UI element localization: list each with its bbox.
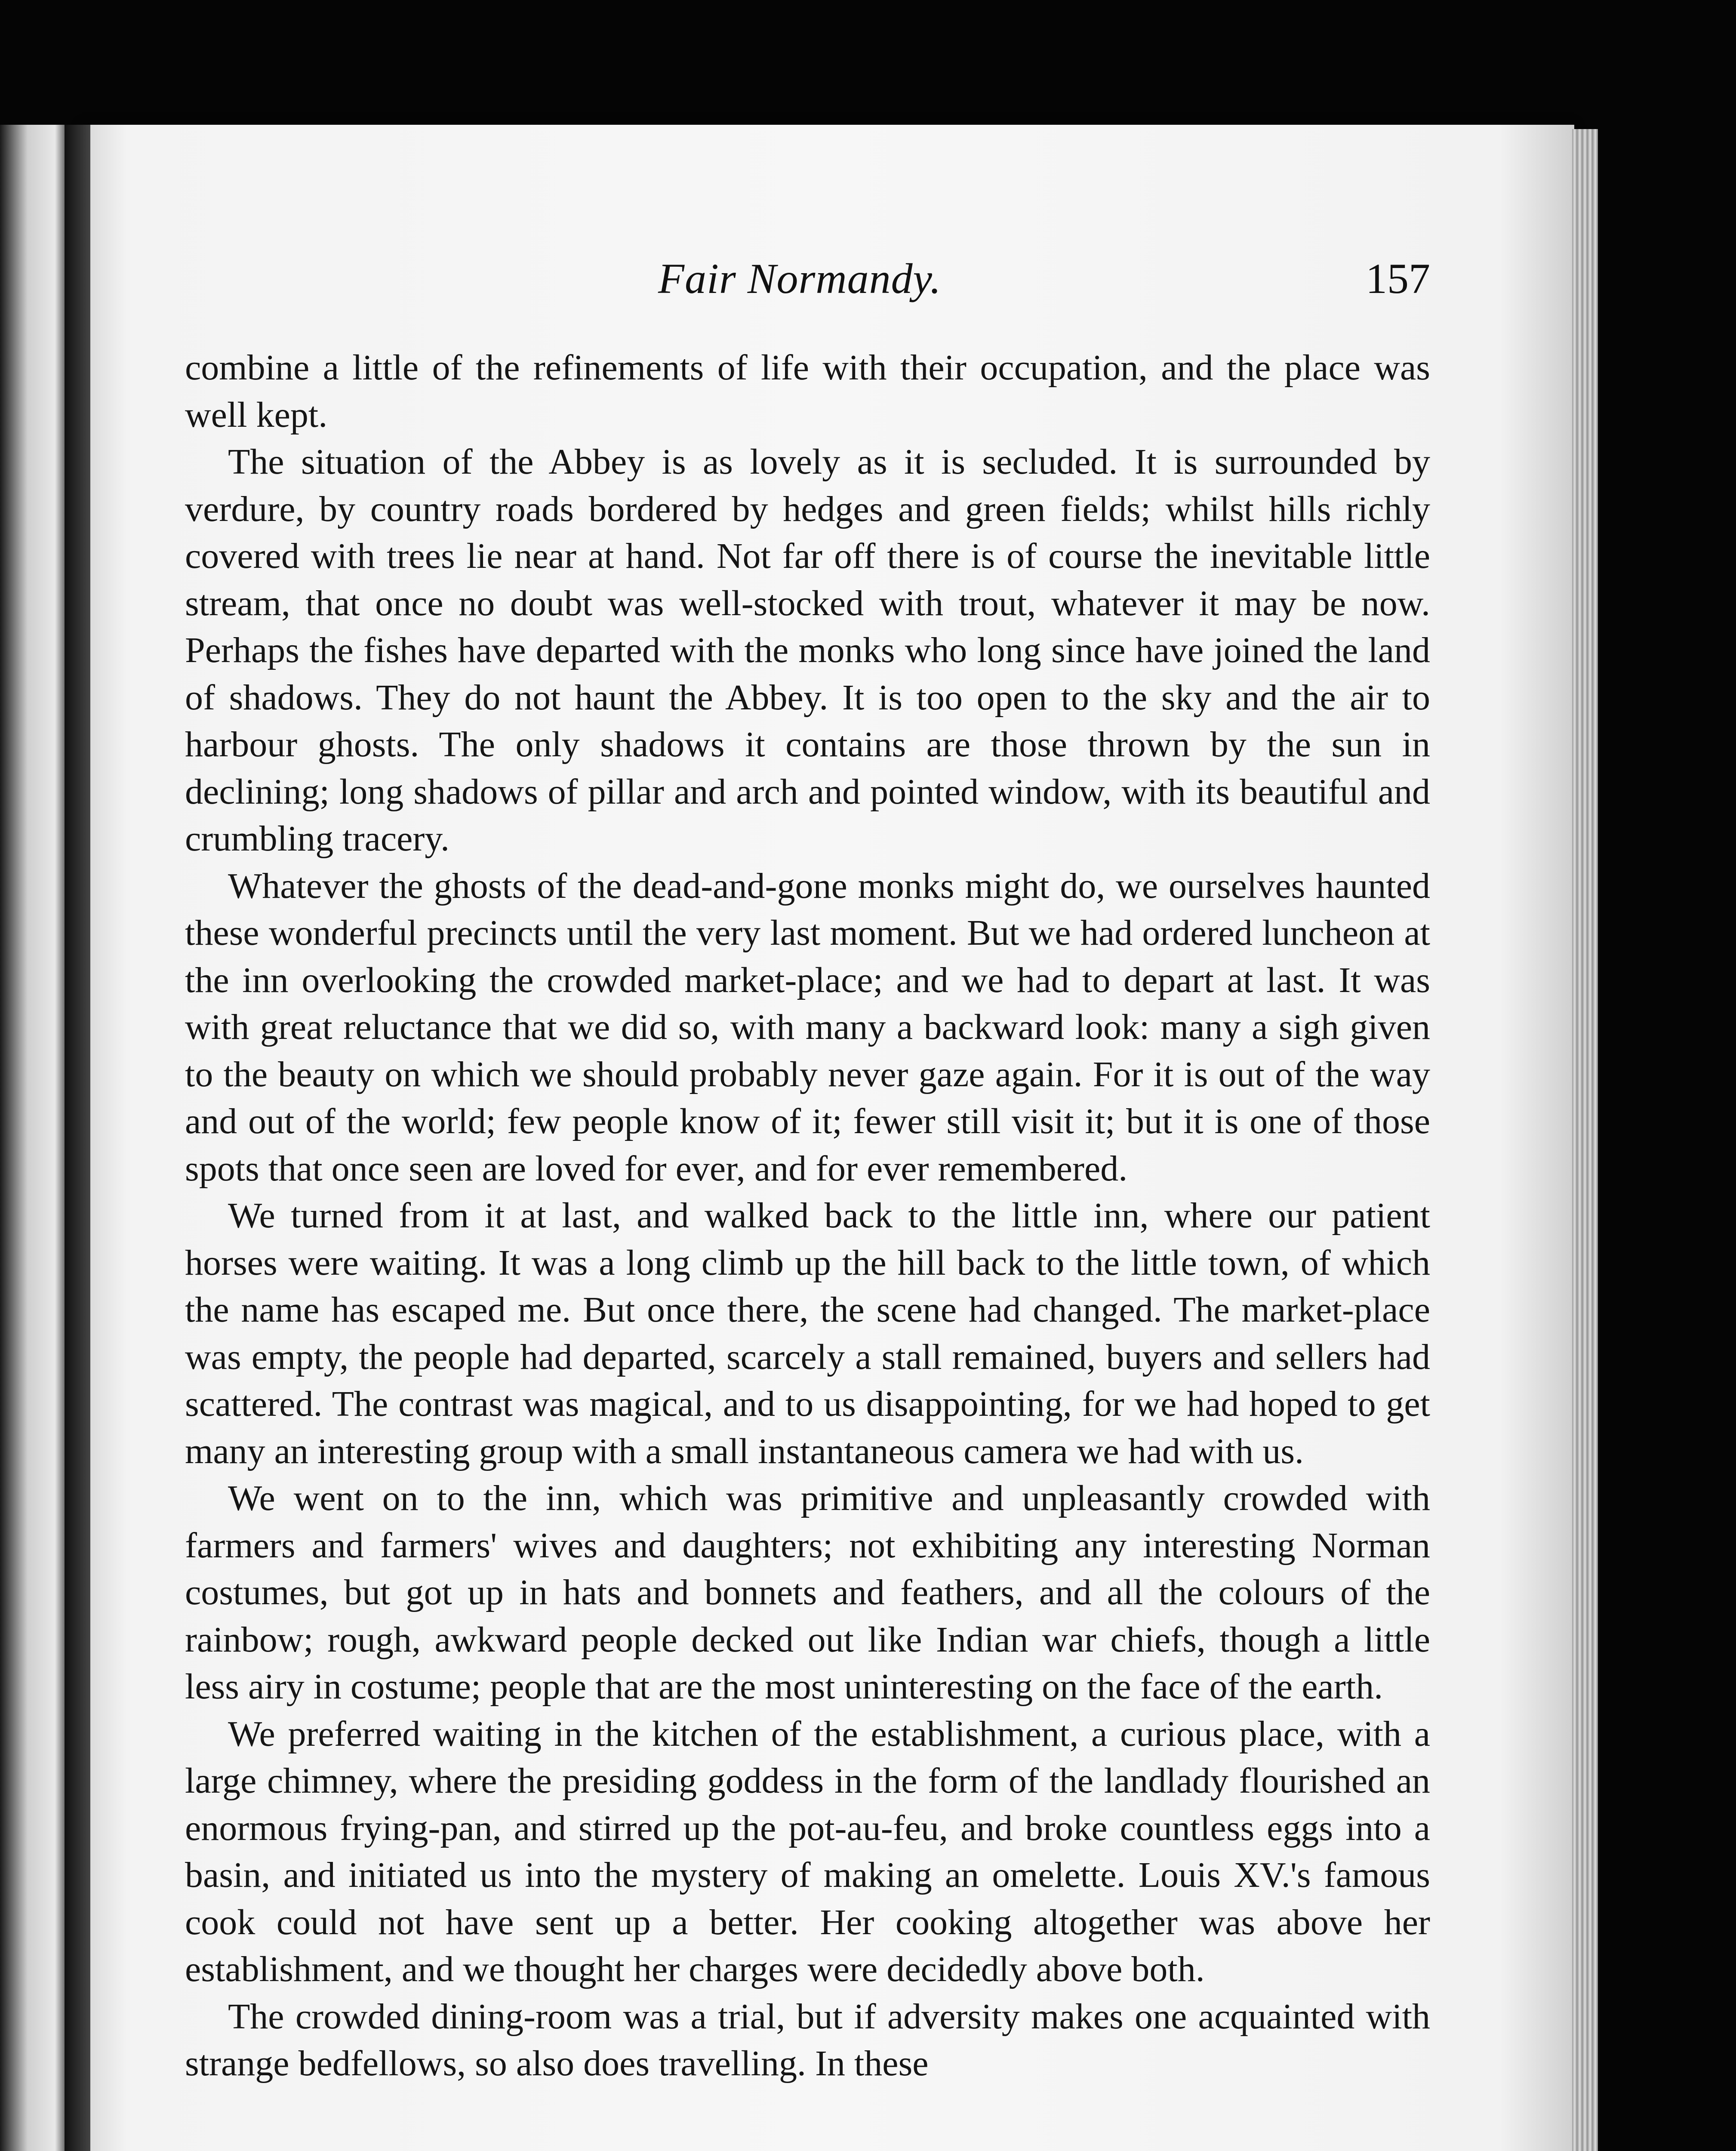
page-number: 157 bbox=[1366, 255, 1430, 302]
paragraph: combine a little of the refinements of life with their occupation, and the place was well kept. bbox=[185, 348, 1430, 435]
body-text bbox=[185, 344, 1430, 2087]
spine-shadow bbox=[65, 125, 90, 2151]
paragraph: The crowded dining-room was a trial, but if adversity makes one acquainted with strange bedfellows, so also does travelling. In these bbox=[185, 1996, 1430, 2083]
right-page-edge bbox=[1572, 129, 1598, 2151]
paragraph: Whatever the ghosts of the dead-and-gone monks might do, we ourselves haunted these wonderful precincts until the very last moment. But we had ordered luncheon at the inn overlooking the crowded market-place; and we had to depart at last. It was with great reluctance that we did so, with many a backward look: many a sigh given to the beauty on which we should probably never gaze again. For it is out of the way and out of the world; few people know of it; fewer still visit it; but it is one of those spots that once seen are loved for ever, and for ever remembered. bbox=[185, 866, 1430, 1189]
paragraph: The situation of the Abbey is as lovely as it is secluded. It is surrounded by verdure, by country roads bordered by hedges and green fields; whilst hills richly covered with trees lie near at hand. Not far off there is of course the inevitable little stream, that once no doubt was well-stocked with trout, whatever it may be now. Perhaps the fishes have departed with the monks who long since have joined the land of shadows. They do not haunt the Abbey. It is too open to the sky and the air to harbour ghosts. The only shadows it contains are those thrown by the sun in declining; long shadows of pillar and arch and pointed window, with its beautiful and crumbling tracery. bbox=[185, 442, 1430, 859]
paragraph: We turned from it at last, and walked back to the little inn, where our patient horses were waiting. It was a long climb up the hill back to the little town, of which the name has escaped me. But once there, the scene had changed. The market-place was empty, the people had departed, scarcely a stall remained, buyers and sellers had scattered. The contrast was magical, and to us disappointing, for we had hoped to get many an interesting group with a small instantaneous camera we had with us. bbox=[185, 1196, 1430, 1471]
paragraph: We went on to the inn, which was primitive and unpleasantly crowded with farmers and farmers' wives and daughters; not exhibiting any interesting Norman costumes, but got up in hats and bonnets and feathers, and all the colours of the rainbow; rough, awkward people decked out like Indian war chiefs, though a little less airy in costume; people that are the most uninteresting on the face of the earth. bbox=[185, 1478, 1430, 1707]
paragraph: We preferred waiting in the kitchen of the establishment, a curious place, with a large chimney, where the presiding goddess in the form of the landlady flourished an enormous frying-pan, and stirred up the pot-au-feu, and broke countless eggs into a basin, and initiated us into the mystery of making an omelette. Louis XV.'s famous cook could not have sent up a better. Her cooking altogether was above her establishment, and we thought her charges were decidedly above both. bbox=[185, 1713, 1430, 1989]
left-page-edge bbox=[0, 125, 69, 2151]
running-head: Fair Normandy. bbox=[658, 255, 942, 302]
